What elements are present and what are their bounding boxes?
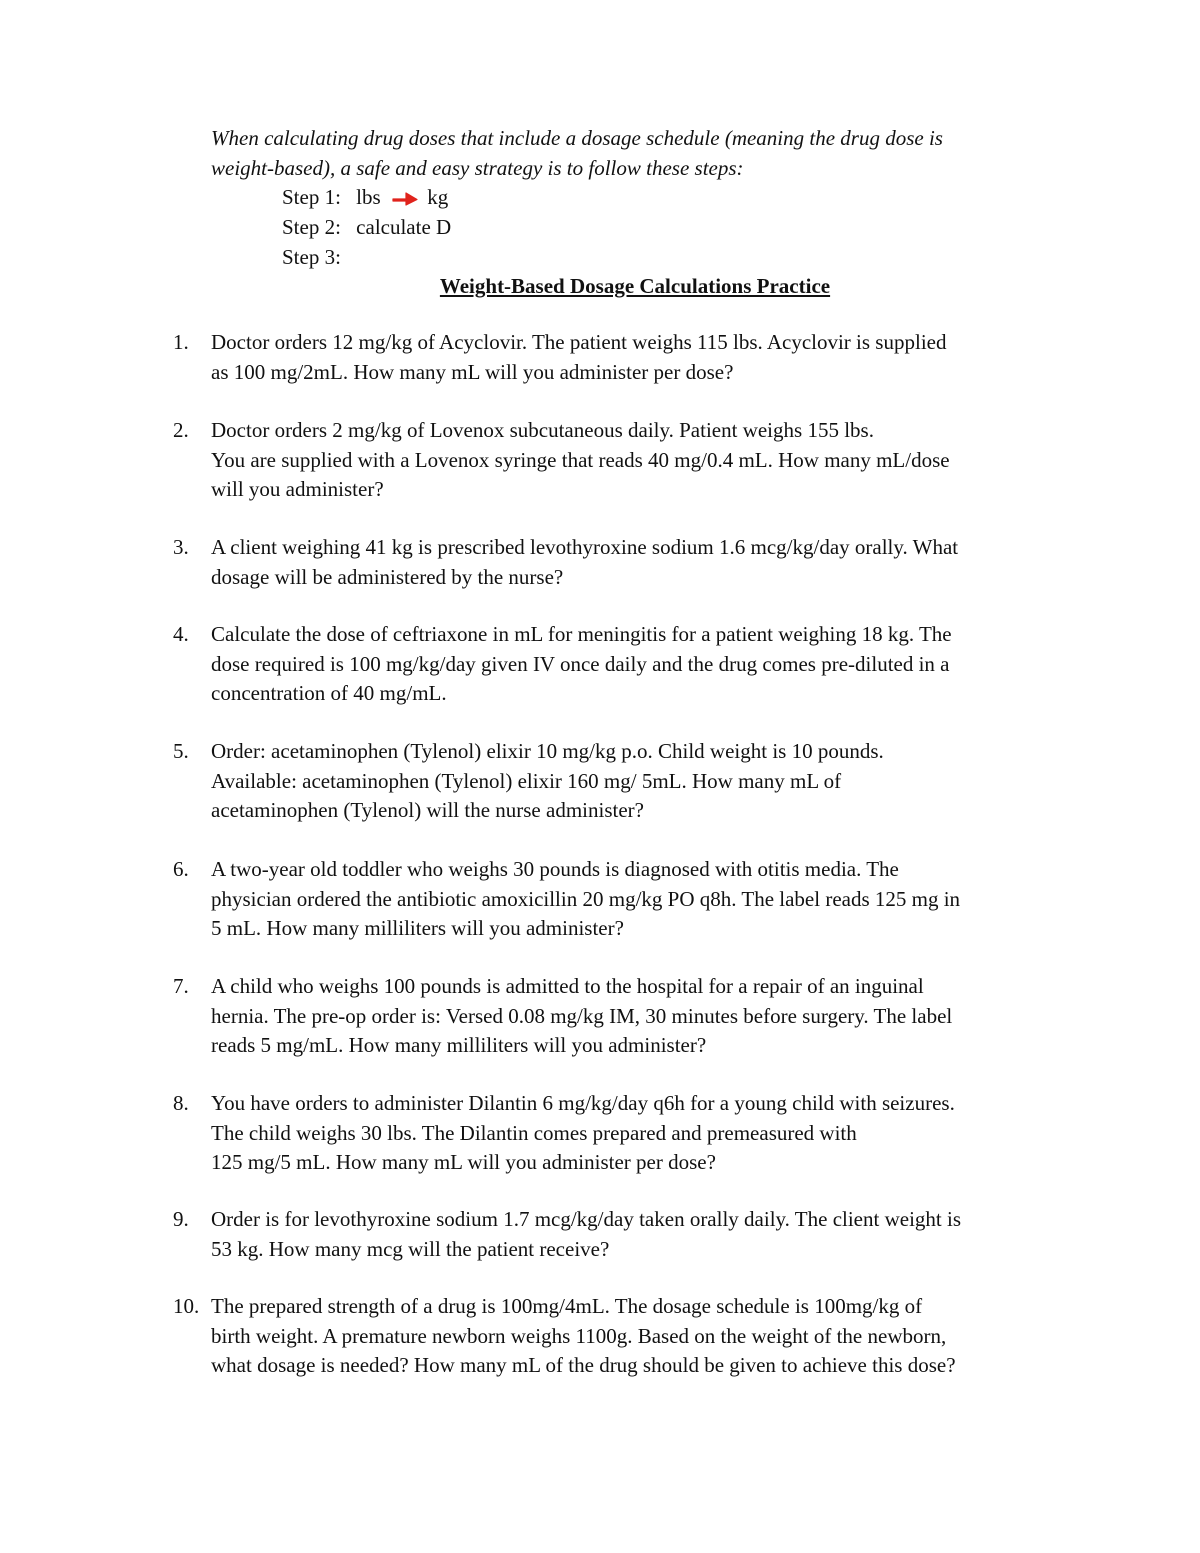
step-2 <box>282 212 451 242</box>
question-line: what dosage is needed? How many mL of the drug should be given to achieve this dose? <box>211 1353 956 1377</box>
question-number: 2. <box>173 418 189 442</box>
step-1-text-after: kg <box>427 185 449 209</box>
question-line: acetaminophen (Tylenol) will the nurse administer? <box>211 798 644 822</box>
question-number: 4. <box>173 622 189 646</box>
question-number: 10. <box>173 1294 200 1318</box>
right-arrow-icon <box>392 184 418 214</box>
question-line: The child weighs 30 lbs. The Dilantin comes prepared and premeasured with <box>211 1120 857 1145</box>
question-text <box>211 620 1071 709</box>
question-text <box>211 328 1071 387</box>
question-line: You are supplied with a Lovenox syringe that reads 40 mg/0.4 mL. How many mL/dose <box>211 447 950 472</box>
step-1-label: Step 1: <box>282 185 341 209</box>
question-text <box>211 737 1071 826</box>
question-line: physician ordered the antibiotic amoxicillin 20 mg/kg PO q8h. The label reads 125 mg in <box>211 886 961 911</box>
question-text <box>211 533 1071 592</box>
question-text <box>211 416 1071 505</box>
step-2-text: calculate D <box>356 215 452 239</box>
intro-paragraph <box>211 123 1071 183</box>
question-text <box>211 1292 1071 1381</box>
question-number: 7. <box>173 974 189 998</box>
question-line: concentration of 40 mg/mL. <box>211 681 447 705</box>
question-line: birth weight. A premature newborn weighs 1100g. Based on the weight of the newborn, <box>211 1323 947 1348</box>
question-line: Doctor orders 12 mg/kg of Acyclovir. The patient weighs 115 lbs. Acyclovir is supplied <box>211 330 947 354</box>
question-line: Calculate the dose of ceftriaxone in mL for meningitis for a patient weighing 18 kg. The <box>211 622 952 646</box>
question-line: reads 5 mg/mL. How many milliliters will you administer? <box>211 1033 707 1057</box>
question-line: A two-year old toddler who weighs 30 pounds is diagnosed with otitis media. The <box>211 857 899 881</box>
question-line: Order is for levothyroxine sodium 1.7 mcg/kg/day taken orally daily. The client weight is <box>211 1207 962 1231</box>
question-text <box>211 855 1071 944</box>
step-3 <box>282 242 351 272</box>
question-line: 125 mg/5 mL. How many mL will you administer per dose? <box>211 1150 716 1174</box>
intro-line-2: weight-based), a safe and easy strategy is to follow these steps: <box>211 156 744 180</box>
question-number: 1. <box>173 330 189 354</box>
question-number: 6. <box>173 857 189 881</box>
question-line: A client weighing 41 kg is prescribed levothyroxine sodium 1.6 mcg/kg/day orally. What <box>211 535 959 559</box>
question-line: dose required is 100 mg/kg/day given IV once daily and the drug comes pre-diluted in a <box>211 651 950 676</box>
step-2-label: Step 2: <box>282 215 341 239</box>
question-number: 3. <box>173 535 189 559</box>
question-number: 5. <box>173 739 189 763</box>
question-line: dosage will be administered by the nurse? <box>211 564 564 589</box>
question-line: Doctor orders 2 mg/kg of Lovenox subcutaneous daily. Patient weighs 155 lbs. <box>211 418 874 442</box>
question-text <box>211 1205 1071 1264</box>
question-line: 5 mL. How many milliliters will you administer? <box>211 916 624 940</box>
question-number: 9. <box>173 1207 189 1231</box>
intro-line-1: When calculating drug doses that include a dosage schedule (meaning the drug dose is <box>211 126 943 150</box>
question-line: Order: acetaminophen (Tylenol) elixir 10 mg/kg p.o. Child weight is 10 pounds. <box>211 739 884 763</box>
question-line: will you administer? <box>211 477 384 501</box>
question-text <box>211 1089 1071 1178</box>
question-line: You have orders to administer Dilantin 6 mg/kg/day q6h for a young child with seizures. <box>211 1091 955 1115</box>
step-3-label: Step 3: <box>282 245 341 269</box>
question-text <box>211 972 1071 1061</box>
question-number: 8. <box>173 1091 189 1115</box>
page-title: Weight-Based Dosage Calculations Practice <box>439 274 831 298</box>
step-1 <box>282 182 448 214</box>
question-line: as 100 mg/2mL. How many mL will you administer per dose? <box>211 359 734 384</box>
question-line: Available: acetaminophen (Tylenol) elixir 160 mg/ 5mL. How many mL of <box>211 768 842 793</box>
question-line: hernia. The pre-op order is: Versed 0.08 mg/kg IM, 30 minutes before surgery. The label <box>211 1003 953 1028</box>
step-1-text-before: lbs <box>356 185 381 209</box>
question-line: 53 kg. How many mcg will the patient receive? <box>211 1236 610 1261</box>
question-line: A child who weighs 100 pounds is admitted to the hospital for a repair of an inguinal <box>211 974 924 998</box>
question-line: The prepared strength of a drug is 100mg/4mL. The dosage schedule is 100mg/kg of <box>211 1294 923 1318</box>
